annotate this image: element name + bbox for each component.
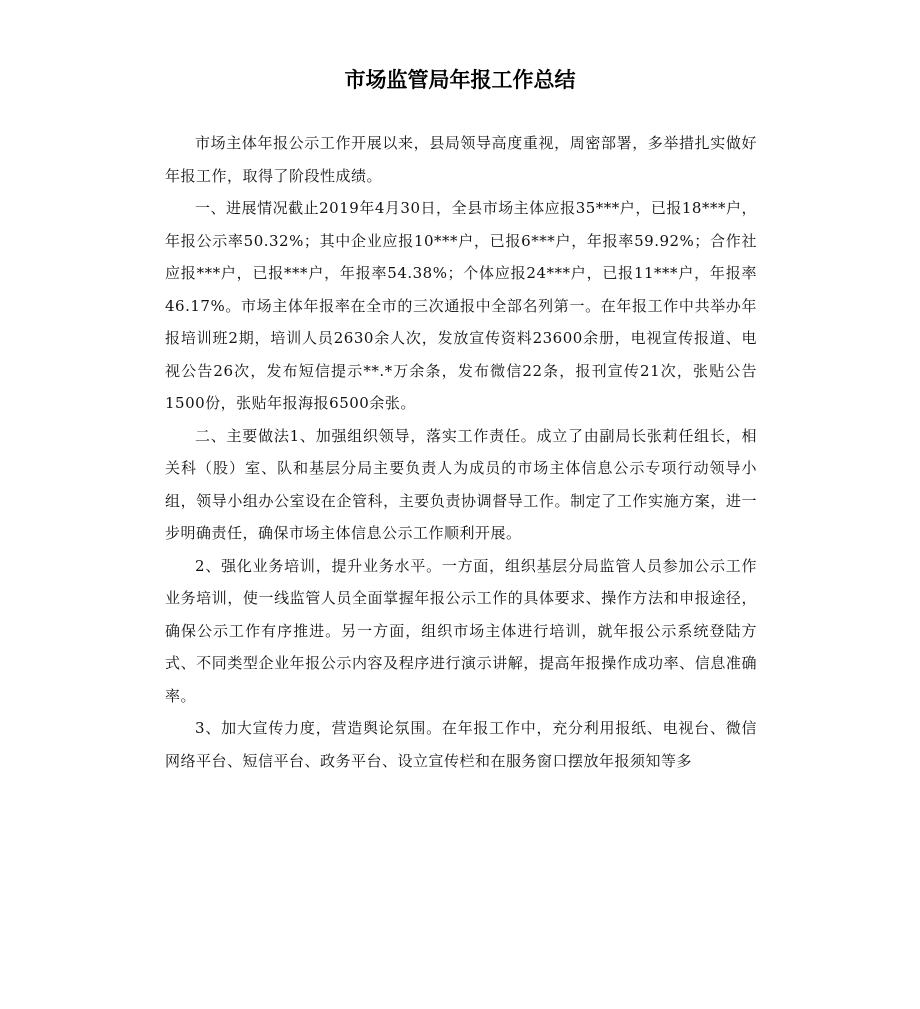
document-title: 市场监管局年报工作总结 [344,68,576,92]
paragraph-progress: 一、进展情况截止2019年4月30日，全县市场主体应报35***户，已报18***户，年报公示率50.32%；其中企业应报10***户，已报6***户，年报率59.92%；合作社应报***户，已报***户，年报率54.38%；个体应报24***户，已报11***户，年报率46.17%。市场主体年报率在全市的三次通报中全部名列第一。在年报工作中共举办年报培训班2期，培训人员2630余人次，发放宣传资料23600余册，电视宣传报道、电视公告26次，发布短信提示**.*万余条，发布微信22条，报刊宣传21次，张贴公告1500份，张贴年报海报6500余张。 [165,199,757,412]
paragraph-intro: 市场主体年报公示工作开展以来，县局领导高度重视，周密部署，多举措扎实做好年报工作，取得了阶段性成绩。 [165,134,757,185]
paragraph-organization: 二、主要做法1、加强组织领导，落实工作责任。成立了由副局长张莉任组长，相关科（股）室、队和基层分局主要负责人为成员的市场主体信息公示专项行动领导小组，领导小组办公室设在企管科，主要负责协调督导工作。制定了工作实施方案，进一步明确责任，确保市场主体信息公示工作顺利开展。 [165,426,757,542]
document-body [165,127,757,777]
paragraph-training: 2、强化业务培训，提升业务水平。一方面，组织基层分局监管人员参加公示工作业务培训，使一线监管人员全面掌握年报公示工作的具体要求、操作方法和申报途径，确保公示工作有序推进。另一方面，组织市场主体进行培训，就年报公示系统登陆方式、不同类型企业年报公示内容及程序进行演示讲解，提高年报操作成功率、信息准确率。 [165,556,757,705]
paragraph-publicity: 3、加大宣传力度，营造舆论氛围。在年报工作中，充分利用报纸、电视台、微信网络平台、短信平台、政务平台、设立宣传栏和在服务窗口摆放年报须知等多 [165,719,757,770]
